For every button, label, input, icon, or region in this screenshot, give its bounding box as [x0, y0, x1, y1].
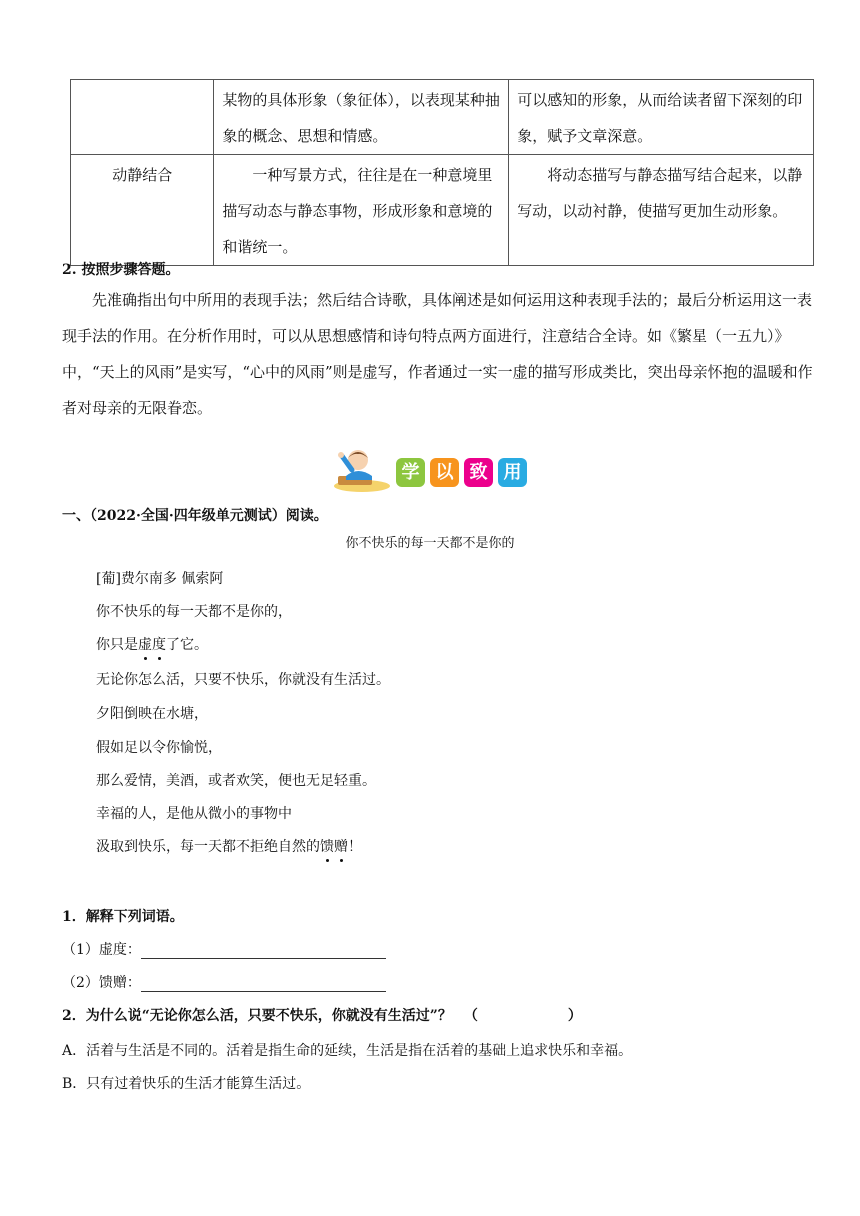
- poem-line: [96, 634, 208, 654]
- answer-blank[interactable]: [141, 977, 386, 992]
- emphasized-char: 赠: [334, 836, 348, 856]
- banner-char-tile: 学: [396, 458, 425, 487]
- section-heading: 2. 按照步骤答题。: [62, 262, 180, 278]
- emphasized-char: 虚: [138, 634, 152, 654]
- answer-paren-close: ）: [567, 1008, 582, 1024]
- answer-label: （2）馈赠：: [62, 975, 141, 991]
- banner-char-tile: 用: [498, 458, 527, 487]
- section-banner: [328, 446, 534, 494]
- poem-line: 无论你怎么活，只要不快乐，你就没有生活过。: [96, 672, 390, 688]
- question-1-title: 1．解释下列词语。: [62, 909, 184, 925]
- table-cell-term: 动静结合: [71, 155, 214, 266]
- question-title: 一、（2022·全国·四年级单元测试）阅读。: [62, 508, 328, 524]
- section-paragraph: 先准确指出句中所用的表现手法；然后结合诗歌，具体阐述是如何运用这种表现手法的；最后分析运用这一表现手法的作用。在分析作用时，可以从思想感情和诗句特点两方面进行，注意结合全诗。如《繁星（一五九）》中，“天上的风雨”是实写，“心中的风雨”则是虚写，作者通过一实一虚的描写形成类比，突出母亲怀抱的温暖和作者对母亲的无限眷恋。: [62, 291, 813, 417]
- poem-line: 夕阳倒映在水塘，: [96, 706, 208, 722]
- answer-line: [62, 972, 386, 992]
- table-cell-definition: 某物的具体形象（象征体），以表现某种抽象的概念、思想和情感。: [214, 80, 509, 155]
- emphasized-char: 馈: [320, 836, 334, 856]
- banner-char-tile: 以: [430, 458, 459, 487]
- poem-text: 了它。: [166, 637, 208, 653]
- poem-line: 幸福的人，是他从微小的事物中: [96, 806, 292, 822]
- poem-line: 假如足以令你愉悦，: [96, 740, 222, 756]
- table-cell-definition: 一种写景方式，往往是在一种意境里描写动态与静态事物，形成形象和意境的和谐统一。: [214, 155, 509, 266]
- techniques-table: [70, 79, 814, 266]
- banner-char-tile: 致: [464, 458, 493, 487]
- table-cell-effect: 可以感知的形象，从而给读者留下深刻的印象，赋予文章深意。: [509, 80, 814, 155]
- question-2-title: [62, 1005, 582, 1025]
- table-row: [71, 155, 814, 266]
- option-b[interactable]: B．只有过着快乐的生活才能算生活过。: [62, 1076, 311, 1092]
- poem-text: 你只是: [96, 637, 138, 653]
- answer-line: [62, 939, 386, 959]
- question-2-text: 2．为什么说“无论你怎么活，只要不快乐，你就没有生活过”？: [62, 1008, 452, 1024]
- table-row: [71, 80, 814, 155]
- student-illustration: [328, 446, 392, 494]
- poem-author: [葡]费尔南多 佩索阿: [96, 571, 224, 587]
- poem-line: [96, 836, 362, 856]
- emphasized-char: 度: [152, 634, 166, 654]
- answer-blank[interactable]: [141, 944, 386, 959]
- answer-label: （1）虚度：: [62, 942, 141, 958]
- poem-title: 你不快乐的每一天都不是你的: [345, 536, 515, 551]
- poem-text: ！: [348, 839, 362, 855]
- poem-text: 汲取到快乐，每一天都不拒绝自然的: [96, 839, 320, 855]
- table-cell-effect: 将动态描写与静态描写结合起来，以静写动，以动衬静，使描写更加生动形象。: [509, 155, 814, 266]
- table-cell-term: [71, 80, 214, 155]
- poem-line: 你不快乐的每一天都不是你的，: [96, 604, 292, 620]
- answer-paren-open: （: [463, 1008, 478, 1024]
- option-a[interactable]: A．活着与生活是不同的。活着是指生命的延续，生活是指在活着的基础上追求快乐和幸福。: [62, 1043, 633, 1059]
- poem-line: 那么爱情，美酒，或者欢笑，便也无足轻重。: [96, 773, 376, 789]
